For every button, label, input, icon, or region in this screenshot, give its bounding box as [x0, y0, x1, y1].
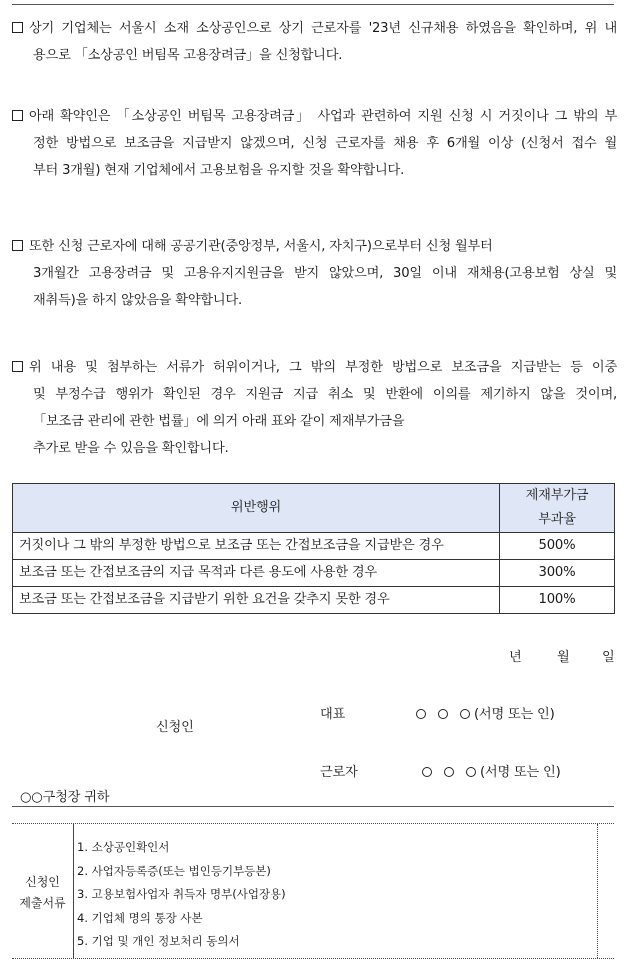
header-violation: 위반행위	[13, 484, 500, 533]
table-row	[13, 533, 615, 560]
table-row	[13, 560, 615, 587]
paragraph-line: 아래 확약인은 「소상공인 버팀목 고용장려금」 사업과 관련하여 지원 신청 시 거짓이나 그 밖의 부	[12, 103, 617, 130]
paragraph-line: 부터 3개월) 현재 기업체에서 고용보험을 유지할 것을 확약합니다.	[33, 163, 405, 178]
top-rule	[12, 4, 614, 5]
paragraph-line: 또한 신청 근로자에 대해 공공기관(중앙정부, 서울시, 자치구)으로부터 신청 월부터	[12, 233, 617, 260]
name-placeholder-icon	[422, 767, 432, 777]
paragraph-line: 위 내용 및 첨부하는 서류가 허위이거나, 그 밖의 부정한 방법으로 보조금을 지급받는 등 이중	[12, 354, 617, 381]
applicant-label: 신청인	[156, 720, 194, 735]
checkbox-icon	[12, 22, 23, 33]
name-placeholder-icon	[460, 709, 470, 719]
penalty-table	[12, 483, 615, 614]
header-rate: 제재부가금 부과율	[500, 484, 615, 533]
name-placeholder-icon	[444, 767, 454, 777]
list-item: 3. 고용보험사업자 취득자 명부(사업장용)	[77, 887, 286, 901]
paragraph-pledge	[12, 103, 617, 184]
violation-cell: 보조금 또는 간접보조금을 지급받기 위한 요건을 갖추지 못한 경우	[13, 587, 500, 614]
checkbox-icon	[12, 110, 23, 121]
column-divider	[597, 824, 598, 958]
paragraph-no-duplicate	[12, 233, 617, 314]
name-placeholder-icon	[438, 709, 448, 719]
checkbox-icon	[12, 361, 23, 372]
list-item: 5. 기업 및 개인 정보처리 동의서	[77, 934, 240, 948]
checkbox-icon	[12, 240, 23, 251]
table-row	[13, 587, 615, 614]
paragraph-line: 용으로 「소상공인 버팀목 고용장려금」을 신청합니다.	[33, 48, 343, 63]
date-year: 년	[509, 650, 522, 665]
sign-note: (서명 또는 인)	[473, 707, 555, 722]
paragraph-line: 3개월간 고용장려금 및 고용유지지원금을 받지 않았으며, 30일 이내 재채용(고용보험 상실 및	[33, 266, 617, 281]
paragraph-line: 상기 기업체는 서울시 소재 소상공인으로 상기 근로자를 '23년 신규채용 하였음을 확인하며, 위 내	[12, 15, 617, 42]
paragraph-line: 추가로 받을 수 있음을 확인합니다.	[33, 441, 229, 456]
list-item: 1. 소상공인확인서	[77, 840, 170, 854]
paragraph-penalty-notice	[12, 354, 617, 462]
representative-label: 대표	[320, 707, 346, 722]
paragraph-line: 「보조금 관리에 관한 법률」에 의거 아래 표와 같이 제재부가금을	[33, 414, 405, 429]
worker-signature[interactable]	[422, 761, 561, 780]
date-month: 월	[557, 650, 570, 665]
violation-cell: 거짓이나 그 밖의 부정한 방법으로 보조금 또는 간접보조금을 지급받은 경우	[13, 533, 500, 560]
paragraph-line: 정한 방법으로 보조금을 지급받지 않겠으며, 신청 근로자를 채용 후 6개월 이상 (신청서 접수 월	[33, 136, 617, 151]
rate-cell: 100%	[500, 587, 615, 614]
submission-list	[77, 836, 286, 954]
rate-cell: 300%	[500, 560, 615, 587]
name-placeholder-icon	[416, 709, 426, 719]
list-item: 2. 사업자등록증(또는 법인등기부등본)	[77, 863, 271, 878]
paragraph-line: 재취득)을 하지 않았음을 확약합니다.	[33, 293, 242, 308]
list-item: 4. 기업체 명의 통장 사본	[77, 910, 203, 925]
representative-signature[interactable]	[416, 703, 555, 722]
section-divider	[12, 806, 614, 807]
worker-label: 근로자	[320, 765, 358, 780]
violation-cell: 보조금 또는 간접보조금의 지급 목적과 다른 용도에 사용한 경우	[13, 560, 500, 587]
rate-cell: 500%	[500, 533, 615, 560]
paragraph-line: 및 부정수급 행위가 확인된 경우 지원금 지급 취소 및 반환에 이의를 제기하지 않을 것이며,	[33, 387, 617, 402]
addressee: ○○구청장 귀하	[20, 790, 110, 805]
sign-note: (서명 또는 인)	[479, 765, 561, 780]
name-placeholder-icon	[466, 767, 476, 777]
column-divider	[73, 824, 74, 958]
submission-label: 신청인 제출서류	[19, 875, 66, 910]
submission-box	[12, 823, 614, 959]
paragraph-confirmation	[12, 15, 617, 69]
date-day: 일	[602, 650, 615, 665]
penalty-table-header	[13, 484, 615, 533]
